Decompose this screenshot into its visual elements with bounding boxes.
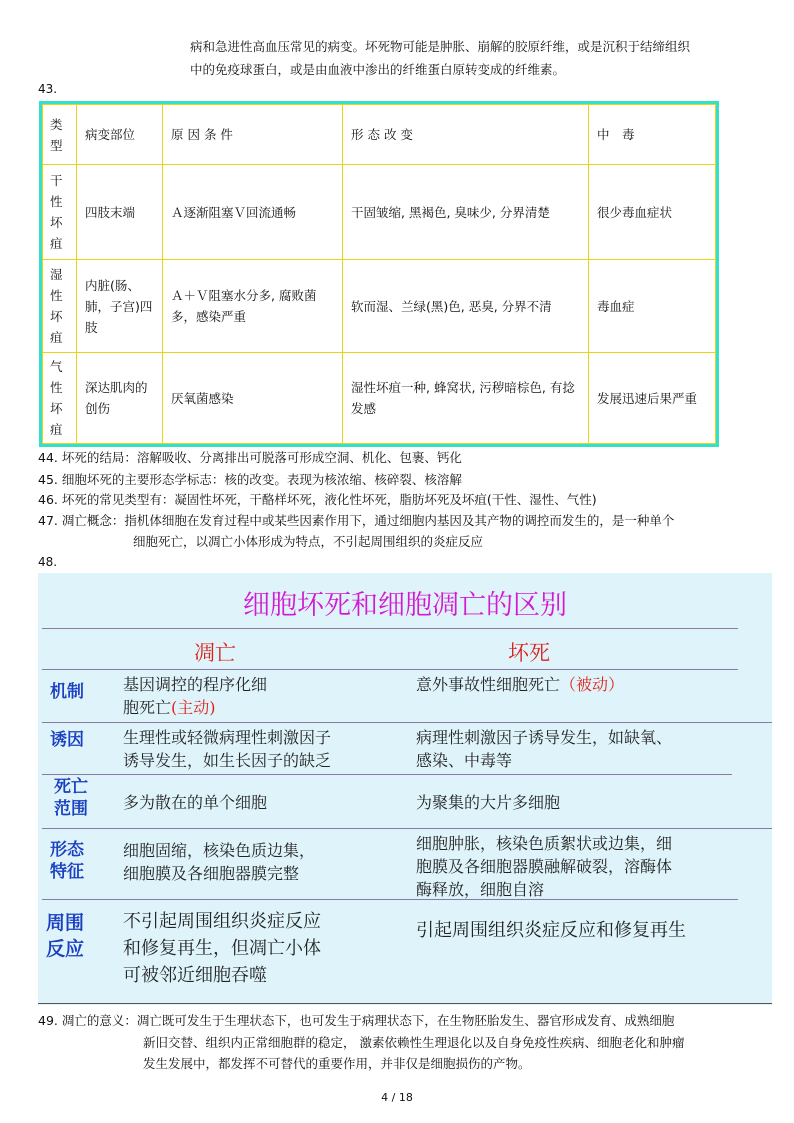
header-site: 病变部位 (77, 105, 163, 165)
comparison-slide (38, 573, 772, 1005)
header-tox: 中 毒 (589, 105, 716, 165)
morph-apoptosis: 细胞固缩，核染色质边集， 细胞膜及各细胞器膜完整 (123, 841, 316, 883)
tox-cell: 发展迅速后果严重 (589, 353, 716, 444)
cause-necrosis: 病理性刺激因子诱导发生，如缺氧、 感染、中毒等 (416, 728, 673, 770)
q43-label: 43. (38, 82, 58, 96)
morph-necrosis: 细胞肿胀，核染色质絮状或边集，细 胞膜及各细胞器膜融解破裂，溶酶体 酶释放，细胞自溶 (416, 834, 673, 899)
page-number: 4 / 18 (381, 1091, 413, 1104)
slide-title: 细胞坏死和细胞凋亡的区别 (243, 590, 567, 621)
row-label-cause: 诱因 (50, 730, 84, 750)
cause-cell: 厌氧菌感染 (163, 353, 343, 444)
site-cell: 深达肌肉的创伤 (77, 353, 163, 444)
divider (42, 899, 738, 900)
morph-cell: 软而湿、兰绿(黑)色, 恶臭, 分界不清 (343, 260, 589, 353)
divider (42, 774, 732, 775)
q47-line-2: 细胞死亡，以凋亡小体形成为特点，不引起周围组织的炎症反应 (133, 534, 484, 549)
row-label-reaction: 周围 反应 (45, 912, 84, 960)
q46-text: 46. 坏死的常见类型有：凝固性坏死，干酪样坏死，液化性坏死，脂肪坏死及坏疽(干性、湿性、气性) (38, 492, 597, 507)
divider (42, 828, 772, 829)
morph-cell: 湿性坏疽一种, 蜂窝状, 污秽暗棕色, 有捻发感 (343, 353, 589, 444)
cause-cell: Ａ逐渐阻塞Ｖ回流通畅 (163, 165, 343, 260)
q49-line-1: 49. 凋亡的意义：凋亡既可发生于生理状态下，也可发生于病理状态下，在生物胚胎发生、器官形成发育、成熟细胞 (38, 1013, 675, 1028)
extent-necrosis: 为聚集的大片多细胞 (416, 793, 561, 812)
intro-line-2: 中的免疫球蛋白，或是由血液中渗出的纤维蛋白原转变成的纤维素。 (190, 62, 566, 77)
active-tag: (主动) (171, 698, 216, 717)
divider (42, 722, 772, 723)
table-header-row (43, 105, 716, 165)
q48-label: 48. (38, 555, 58, 569)
q49-line-3: 发生发展中，都发挥不可替代的重要作用，并非仅是细胞损伤的产物。 (143, 1056, 531, 1071)
header-morph: 形 态 改 变 (343, 105, 589, 165)
type-cell: 干 性 坏 疽 (43, 165, 77, 260)
mechanism-apoptosis: 基因调控的程序化细 胞死亡(主动) (123, 675, 268, 717)
reaction-necrosis: 引起周围组织炎症反应和修复再生 (416, 920, 686, 941)
site-cell: 内脏(肠、肺，子宫)四肢 (77, 260, 163, 353)
intro-line-1: 病和急进性高血压常见的病变。坏死物可能是肿胀、崩解的胶原纤维，或是沉积于结缔组织 (190, 39, 691, 54)
header-cause: 原 因 条 件 (163, 105, 343, 165)
cause-apoptosis: 生理性或轻微病理性刺激因子 诱导发生，如生长因子的缺乏 (123, 728, 332, 770)
site-cell: 四肢末端 (77, 165, 163, 260)
mechanism-necrosis: 意外事故性细胞死亡（被动） (416, 675, 625, 694)
cause-cell: Ａ＋Ｖ阻塞水分多, 腐败菌多，感染严重 (163, 260, 343, 353)
type-cell: 湿 性 坏 疽 (43, 260, 77, 353)
extent-apoptosis: 多为散在的单个细胞 (123, 793, 268, 812)
morph-cell: 干固皱缩, 黑褐色, 臭味少, 分界清楚 (343, 165, 589, 260)
table-row (43, 353, 716, 444)
q45-text: 45. 细胞坏死的主要形态学标志：核的改变。表现为核浓缩、核碎裂、核溶解 (38, 472, 462, 487)
col-head-apoptosis: 凋亡 (194, 641, 236, 665)
q44-text: 44. 坏死的结局：溶解吸收、分离排出可脱落可形成空洞、机化、包裹、钙化 (38, 450, 462, 465)
header-type: 类 型 (43, 105, 77, 165)
type-cell: 气 性 坏 疽 (43, 353, 77, 444)
table-row (43, 260, 716, 353)
q47-line-1: 47. 凋亡概念：指机体细胞在发育过程中或某些因素作用下，通过细胞内基因及其产物的调控而发生的，是一种单个 (38, 513, 675, 528)
row-label-mechanism: 机制 (50, 682, 84, 702)
col-head-necrosis: 坏死 (508, 641, 550, 665)
table-row (43, 165, 716, 260)
gangrene-table (39, 101, 719, 447)
divider (42, 669, 738, 670)
divider (38, 1003, 772, 1004)
tox-cell: 很少毒血症状 (589, 165, 716, 260)
passive-tag: （被动） (560, 675, 625, 694)
row-label-extent: 死亡 范围 (54, 777, 88, 819)
tox-cell: 毒血症 (589, 260, 716, 353)
reaction-apoptosis: 不引起周围组织炎症反应 和修复再生，但凋亡小体 可被邻近细胞吞噬 (123, 911, 321, 986)
row-label-morph: 形态 特征 (50, 840, 84, 882)
divider (42, 628, 738, 629)
q49-line-2: 新旧交替、组织内正常细胞群的稳定， 激素依赖性生理退化以及自身免疫性疾病、细胞老化和肿瘤 (143, 1035, 685, 1050)
